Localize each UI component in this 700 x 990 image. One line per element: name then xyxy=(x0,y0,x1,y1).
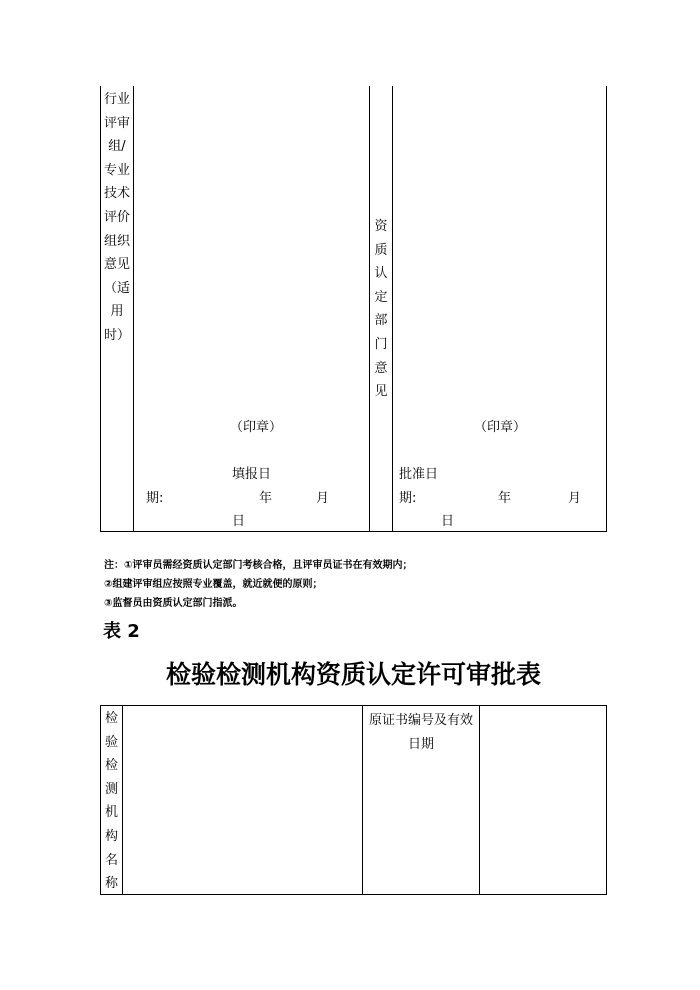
table2-divider-3 xyxy=(479,705,480,895)
table2-border-right xyxy=(606,705,607,895)
note-line-3: ③监督员由资质认定部门指派。 xyxy=(104,598,243,609)
right-date-month: 月 xyxy=(568,491,582,506)
qualification-dept-opinion-label: 资质认定部门意见 xyxy=(374,219,388,400)
review-group-opinion-label: 行业评审组/专业技术评价组织意见（适用时） xyxy=(104,92,131,343)
table2-border-top xyxy=(100,705,607,706)
table1-divider-2 xyxy=(369,86,370,532)
table2-border-bottom xyxy=(100,894,607,895)
left-seal-text: （印章） xyxy=(230,420,283,435)
note-line-2: ②组建评审组应按照专业覆盖，就近就便的原则； xyxy=(104,579,323,590)
original-cert-number-label: 原证书编号及有效日期 xyxy=(368,713,473,752)
right-date-day: 日 xyxy=(441,514,455,529)
table2-divider-1 xyxy=(122,705,123,895)
note-line-1: 注：①评审员需经资质认定部门考核合格，且评审员证书在有效期内； xyxy=(104,560,413,571)
right-date-line1: 批准日 xyxy=(399,467,439,482)
left-date-year: 年 xyxy=(259,491,273,506)
right-date-prefix: 期: xyxy=(399,491,417,506)
left-date-prefix: 期: xyxy=(146,491,164,506)
right-seal-text: （印章） xyxy=(474,420,527,435)
right-date-year: 年 xyxy=(498,491,512,506)
table2-label: 表 2 xyxy=(103,621,140,642)
table2-divider-2 xyxy=(362,705,363,895)
table1-divider-1 xyxy=(133,86,134,532)
table1-border-left xyxy=(100,86,101,532)
left-date-line1: 填报日 xyxy=(232,467,272,482)
table1-border-bottom xyxy=(100,531,607,532)
left-date-month: 月 xyxy=(316,491,330,506)
table1-divider-3 xyxy=(392,86,393,532)
table2-border-left xyxy=(100,705,101,895)
table2-title: 检验检测机构资质认定许可审批表 xyxy=(165,660,541,689)
left-date-day: 日 xyxy=(232,514,246,529)
institution-name-label: 检验检测机构名称 xyxy=(104,711,118,892)
table1-border-right xyxy=(606,86,607,532)
